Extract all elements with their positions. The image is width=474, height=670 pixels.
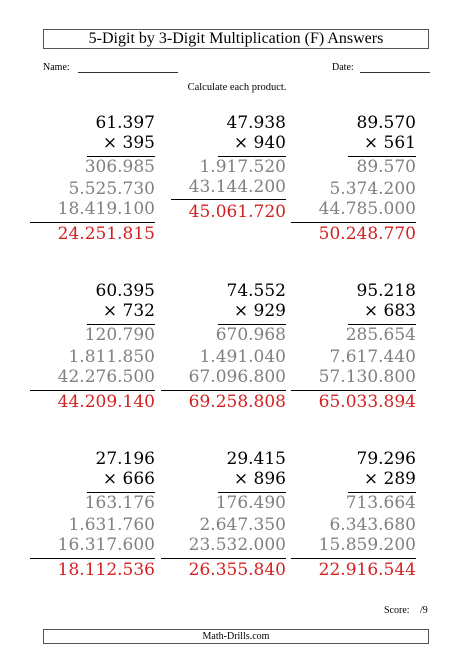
sum-rule [291, 558, 416, 559]
answer: 45.061.720 [188, 202, 286, 222]
multiplicand: 89.570 [356, 113, 416, 133]
answer: 26.355.840 [188, 560, 286, 580]
partial-product-2: 5.525.730 [68, 179, 155, 199]
partial-product-3: 67.096.800 [188, 367, 286, 387]
score-label: Score: [384, 605, 410, 616]
multiplier: × 929 [233, 301, 286, 321]
multiplicand: 47.938 [226, 113, 286, 133]
problem-8 [146, 449, 286, 619]
multiplicand: 95.218 [356, 281, 416, 301]
sum-rule [30, 222, 155, 223]
partial-product-3: 57.130.800 [318, 367, 416, 387]
multiplicand: 29.415 [226, 449, 286, 469]
sum-rule [291, 222, 416, 223]
partial-product-3: 18.419.100 [57, 199, 155, 219]
multiplicand: 60.395 [95, 281, 155, 301]
score-total: /9 [420, 605, 428, 616]
multiplier: × 732 [102, 301, 155, 321]
sum-rule [171, 199, 286, 200]
partial-product-3: 15.859.200 [318, 535, 416, 555]
partial-product-3: 44.785.000 [318, 199, 416, 219]
answer: 50.248.770 [318, 224, 416, 244]
multiplicand: 74.552 [226, 281, 286, 301]
answer: 69.258.808 [188, 392, 286, 412]
date-line [360, 72, 430, 73]
answer: 65.033.894 [318, 392, 416, 412]
partial-product-1: 163.176 [84, 493, 155, 513]
partial-product-2: 5.374.200 [329, 179, 416, 199]
multiplicand: 61.397 [95, 113, 155, 133]
problem-6 [276, 281, 416, 451]
problem-5 [146, 281, 286, 451]
problem-3 [276, 113, 416, 283]
multiplier: × 940 [233, 133, 286, 153]
sum-rule [161, 558, 286, 559]
answer: 22.916.544 [318, 560, 416, 580]
problem-2 [146, 113, 286, 283]
worksheet-title: 5-Digit by 3-Digit Multiplication (F) Answers [43, 29, 429, 49]
partial-product-2: 6.343.680 [329, 515, 416, 535]
partial-product-1: 670.968 [215, 325, 286, 345]
problem-9 [276, 449, 416, 619]
multiplier: × 289 [363, 469, 416, 489]
problem-1 [15, 113, 155, 283]
partial-product-2: 43.144.200 [188, 177, 286, 197]
partial-product-1: 120.790 [84, 325, 155, 345]
multiplier: × 683 [363, 301, 416, 321]
instructions: Calculate each product. [187, 82, 287, 93]
partial-product-1: 1.917.520 [199, 157, 286, 177]
partial-product-3: 23.532.000 [188, 535, 286, 555]
multiplicand: 79.296 [356, 449, 416, 469]
name-line [78, 72, 178, 73]
answer: 44.209.140 [57, 392, 155, 412]
partial-product-3: 42.276.500 [57, 367, 155, 387]
multiplicand: 27.196 [95, 449, 155, 469]
name-label: Name: [43, 62, 70, 73]
multiplier: × 561 [363, 133, 416, 153]
partial-product-1: 285.654 [345, 325, 416, 345]
partial-product-2: 1.631.760 [68, 515, 155, 535]
partial-product-1: 176.490 [215, 493, 286, 513]
sum-rule [30, 390, 155, 391]
partial-product-1: 306.985 [84, 157, 155, 177]
partial-product-1: 713.664 [345, 493, 416, 513]
problem-7 [15, 449, 155, 619]
partial-product-2: 7.617.440 [329, 347, 416, 367]
partial-product-2: 2.647.350 [199, 515, 286, 535]
partial-product-2: 1.811.850 [68, 347, 155, 367]
multiplier: × 395 [102, 133, 155, 153]
answer: 18.112.536 [57, 560, 155, 580]
problem-4 [15, 281, 155, 451]
partial-product-3: 16.317.600 [57, 535, 155, 555]
answer: 24.251.815 [57, 224, 155, 244]
multiplier: × 896 [233, 469, 286, 489]
partial-product-2: 1.491.040 [199, 347, 286, 367]
partial-product-1: 89.570 [356, 157, 416, 177]
date-label: Date: [332, 62, 354, 73]
footer: Math-Drills.com [43, 629, 429, 644]
multiplier: × 666 [102, 469, 155, 489]
sum-rule [291, 390, 416, 391]
sum-rule [30, 558, 155, 559]
sum-rule [161, 390, 286, 391]
